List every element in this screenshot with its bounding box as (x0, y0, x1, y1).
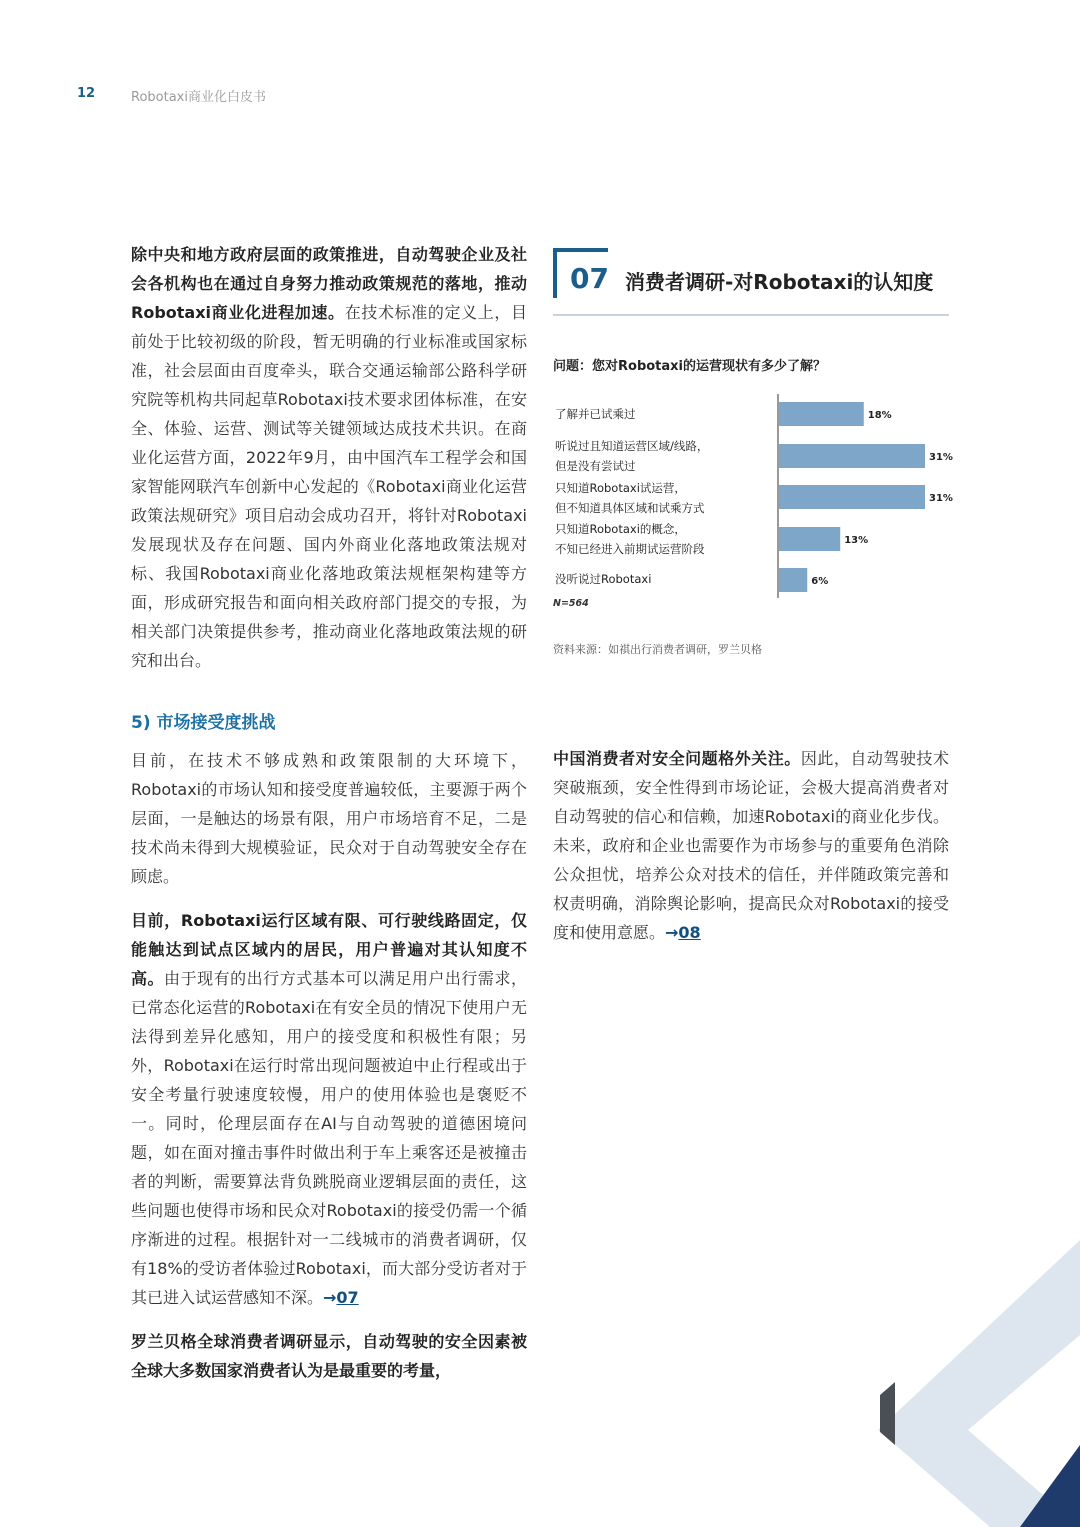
chart-bar (779, 485, 925, 509)
safety-bold-text: 罗兰贝格全球消费者调研显示，自动驾驶的安全因素被全球大多数国家消费者认为是最重要的考量， (131, 1332, 527, 1380)
chart-category-label: 不知已经进入前期试运营阶段 (555, 542, 705, 556)
source-note: 资料来源：如祺出行消费者调研，罗兰贝格 (553, 643, 762, 656)
safety-continued-body-text: 因此，自动驾驶技术突破瓶颈，安全性得到市场论证，会极大提高消费者对自动驾驶的信心和信赖，加速Robotaxi的商业化步伐。未来，政府和企业也需要作为市场参与的重要角色消除公众担忧，培养公众对技术的信任，并伴随政策完善和权责明确，消除舆论影响，提高民众对Robotaxi的接受度和使用意愿。 (553, 749, 949, 942)
sample-size-label: N=564 (553, 598, 589, 609)
chart-category-label: 只知道Robotaxi的概念， (555, 522, 686, 536)
exhibit-08-link[interactable] (665, 923, 701, 942)
chart-value-label: 31% (929, 493, 953, 504)
document-title: Robotaxi商业化白皮书 (131, 90, 266, 105)
chart-bar (779, 527, 840, 551)
awareness-bar-chart (553, 392, 953, 617)
safety-paragraph-block (553, 744, 949, 947)
safety-continued-bold-text: 中国消费者对安全问题格外关注。 (553, 749, 801, 768)
exhibit-question: 问题：您对Robotaxi的运营现状有多少了解？ (553, 359, 827, 374)
chart-value-label: 6% (811, 576, 829, 587)
page-number: 12 (77, 86, 96, 101)
exhibit-07-link[interactable] (323, 1288, 359, 1307)
intro-paragraph-block (131, 240, 527, 675)
chart-category-label: 听说过且知道运营区域/线路， (555, 439, 709, 453)
safety-paragraph-start (131, 1327, 527, 1385)
intro-bold-text: 除中央和地方政府层面的政策推进，自动驾驶企业及社会各机构也在通过自身努力推动政策规范的落地，推动Robotaxi商业化进程加速。 (131, 245, 527, 322)
chart-value-label: 31% (929, 452, 953, 463)
market-intro-paragraph: 目前，在技术不够成熟和政策限制的大环境下，Robotaxi的市场认知和接受度普遍较低，主要源于两个层面，一是触达的场景有限，用户市场培育不足，二是技术尚未得到大规模验证，民众对于自动驾驶安全存在顾虑。 (131, 751, 527, 886)
chart-bar (779, 568, 807, 592)
awareness-body-text: 由于现有的出行方式基本可以满足用户出行需求，已常态化运营的Robotaxi在有安全员的情况下使用户无法得到差异化感知，用户的接受度和积极性有限；另外，Robotaxi在运行时常出现问题被迫中止行程或出于安全考量行驶速度较慢，用户的使用体验也是褒贬不一。同时，伦理层面存在AI与自动驾驶的道德困境问题，如在面对撞击事件时做出利于车上乘客还是被撞击者的判断，需要算法背负跳脱商业逻辑层面的责任，这些问题也使得市场和民众对Robotaxi的接受仍需一个循序渐进的过程。根据针对一二线城市的消费者调研，仅有18%的受访者体验过Robotaxi，而大部分受访者对于其已进入试运营感知不深。 (131, 969, 527, 1307)
chart-value-label: 18% (867, 410, 892, 421)
exhibit-08-link-number: 08 (678, 923, 701, 942)
exhibit-07-link-number: 07 (336, 1288, 359, 1307)
chart-bar (779, 444, 925, 468)
chart-category-label: 只知道Robotaxi试运营， (555, 481, 686, 495)
intro-body-text: 在技术标准的定义上，目前处于比较初级的阶段，暂无明确的行业标准或国家标准，社会层面由百度牵头，联合交通运输部公路科学研究院等机构共同起草Robotaxi技术要求团体标准，在安全、体验、运营、测试等关键领域达成技术共识。在商业化运营方面，2022年9月，由中国汽车工程学会和国家智能网联汽车创新中心发起的《Robotaxi商业化运营政策法规研究》项目启动会成功召开，将针对Robotaxi发展现状及存在问题、国内外商业化落地政策法规对标、我国Robotaxi商业化落地政策法规框架构建等方面，形成研究报告和面向相关政府部门提交的专报，为相关部门决策提供参考，推动商业化落地政策法规的研究和出台。 (131, 303, 527, 670)
awareness-bold-text: 目前，Robotaxi运行区域有限、可行驶线路固定，仅能触达到试点区域内的居民，用户普遍对其认知度不高。 (131, 911, 527, 988)
awareness-paragraph (131, 906, 527, 1312)
arrow-right-icon: → (323, 1288, 337, 1307)
chart-bar (779, 402, 864, 426)
arrow-right-icon: → (665, 923, 679, 942)
exhibit-number: 07 (570, 262, 609, 295)
chart-value-label: 13% (844, 535, 869, 546)
section-title: 5) 市场接受度挑战 (131, 713, 276, 733)
exhibit-title: 消费者调研-对Robotaxi的认知度 (625, 270, 934, 294)
chart-category-label: 但不知道具体区域和试乘方式 (555, 501, 705, 515)
exhibit-divider (553, 314, 949, 316)
chart-category-label: 了解并已试乘过 (555, 407, 636, 421)
chart-category-label: 没听说过Robotaxi (555, 572, 652, 586)
market-paragraph-block (131, 746, 527, 1385)
intro-paragraph (131, 240, 527, 675)
chart-category-label: 但是没有尝试过 (555, 459, 636, 473)
safety-paragraph-continued (553, 744, 949, 947)
